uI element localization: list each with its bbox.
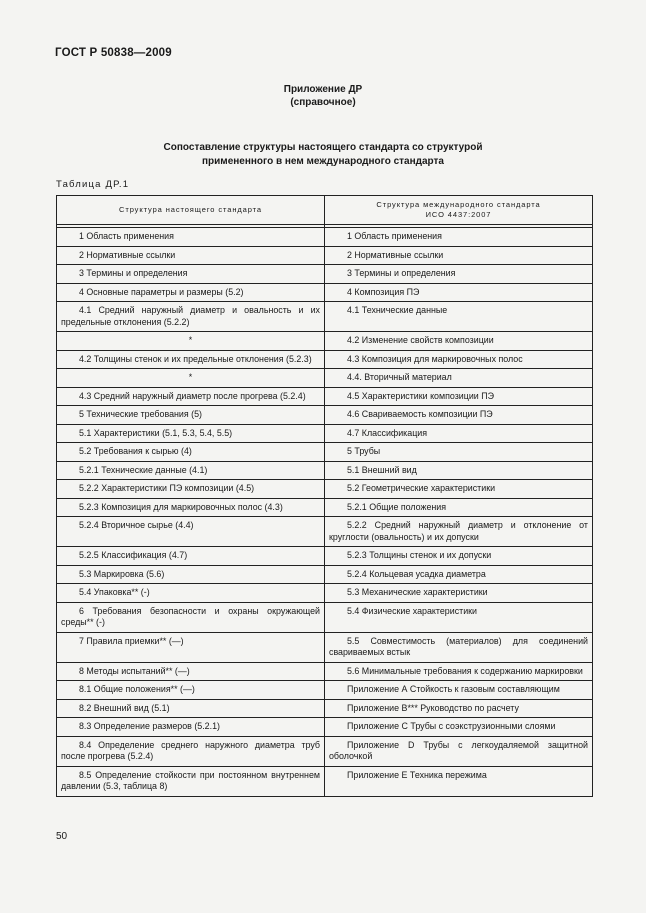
national-section-cell: 3 Термины и определения <box>57 265 325 284</box>
international-section-cell: 4.1 Технические данные <box>325 302 593 332</box>
international-section-cell: 5 Трубы <box>325 443 593 462</box>
table-row <box>57 302 593 332</box>
national-section-cell: 5.2.3 Композиция для маркировочных полос (4.3) <box>57 498 325 517</box>
national-section-cell: 5.1 Характеристики (5.1, 5.3, 5.4, 5.5) <box>57 424 325 443</box>
section-title <box>0 141 646 169</box>
international-section-cell: 4.3 Композиция для маркировочных полос <box>325 350 593 369</box>
table-row <box>57 662 593 681</box>
appendix-subtitle: (справочное) <box>290 97 356 108</box>
international-section-cell: 2 Нормативные ссылки <box>325 246 593 265</box>
page-number: 50 <box>56 831 68 842</box>
national-section-cell: 8.1 Общие положения** (—) <box>57 681 325 700</box>
national-section-cell: 8.3 Определение размеров (5.2.1) <box>57 718 325 737</box>
table-row <box>57 406 593 425</box>
international-section-cell: 5.2.3 Толщины стенок и их допуски <box>325 547 593 566</box>
header-national-standard: Структура настоящего стандарта <box>57 196 325 225</box>
international-section-cell: 5.4 Физические характеристики <box>325 602 593 632</box>
international-section-cell: Приложение В*** Руководство по расчету <box>325 699 593 718</box>
national-section-cell: 8.2 Внешний вид (5.1) <box>57 699 325 718</box>
national-section-cell: 1 Область применения <box>57 228 325 247</box>
national-section-cell: 5.2.5 Классификация (4.7) <box>57 547 325 566</box>
table-row <box>57 443 593 462</box>
table-header-row <box>57 196 593 225</box>
table-row <box>57 718 593 737</box>
international-section-cell: 3 Термины и определения <box>325 265 593 284</box>
table-row <box>57 766 593 796</box>
national-section-cell: 4.3 Средний наружный диаметр после прогрева (5.2.4) <box>57 387 325 406</box>
table-row <box>57 632 593 662</box>
document-code: ГОСТ Р 50838—2009 <box>55 47 172 59</box>
table-row <box>57 265 593 284</box>
table-row <box>57 565 593 584</box>
table-row <box>57 498 593 517</box>
international-section-cell: 4.7 Классификация <box>325 424 593 443</box>
international-section-cell: Приложение А Стойкость к газовым составляющим <box>325 681 593 700</box>
national-section-cell: 4.1 Средний наружный диаметр и овальность и их предельные отклонения (5.2.2) <box>57 302 325 332</box>
national-section-cell: 8.4 Определение среднего наружного диаметра труб после прогрева (5.2.4) <box>57 736 325 766</box>
international-section-cell: Приложение С Трубы с соэкструзионными слоями <box>325 718 593 737</box>
national-section-cell: 5.4 Упаковка** (-) <box>57 584 325 603</box>
section-title-line-1: Сопоставление структуры настоящего стандарта со структурой <box>163 142 483 153</box>
table-row <box>57 387 593 406</box>
international-section-cell: 4.5 Характеристики композиции ПЭ <box>325 387 593 406</box>
international-section-cell: 1 Область применения <box>325 228 593 247</box>
table-row <box>57 480 593 499</box>
national-section-cell: 5.3 Маркировка (5.6) <box>57 565 325 584</box>
international-section-cell: 5.2.4 Кольцевая усадка диаметра <box>325 565 593 584</box>
international-section-cell: 4 Композиция ПЭ <box>325 283 593 302</box>
header-international-line-1: Структура международного стандарта <box>376 200 541 209</box>
table-row <box>57 584 593 603</box>
national-section-cell: 4.2 Толщины стенок и их предельные отклонения (5.2.3) <box>57 350 325 369</box>
national-section-cell: 2 Нормативные ссылки <box>57 246 325 265</box>
international-section-cell: 5.2.1 Общие положения <box>325 498 593 517</box>
national-section-cell: 4 Основные параметры и размеры (5.2) <box>57 283 325 302</box>
national-section-cell: 5.2.1 Технические данные (4.1) <box>57 461 325 480</box>
table-row <box>57 461 593 480</box>
international-section-cell: 5.1 Внешний вид <box>325 461 593 480</box>
national-section-cell: * <box>57 369 325 388</box>
table-row <box>57 246 593 265</box>
table-row <box>57 699 593 718</box>
table-row <box>57 228 593 247</box>
international-section-cell: 5.2.2 Средний наружный диаметр и отклонение от круглости (овальность) и их допуски <box>325 517 593 547</box>
table-body <box>57 225 593 797</box>
international-section-cell: 4.2 Изменение свойств композиции <box>325 332 593 351</box>
table-row <box>57 369 593 388</box>
appendix-title: Приложение ДР <box>283 84 363 95</box>
section-title-line-2: примененного в нем международного стандарта <box>202 156 444 167</box>
national-section-cell: 6 Требования безопасности и охраны окружающей среды** (-) <box>57 602 325 632</box>
international-section-cell: Приложение D Трубы с легкоудаляемой защитной оболочкой <box>325 736 593 766</box>
table-row <box>57 736 593 766</box>
national-section-cell: 5.2.4 Вторичное сырье (4.4) <box>57 517 325 547</box>
international-section-cell: 5.3 Механические характеристики <box>325 584 593 603</box>
international-section-cell: 5.5 Совместимость (материалов) для соединений свариваемых встык <box>325 632 593 662</box>
national-section-cell: 8.5 Определение стойкости при постоянном внутреннем давлении (5.3, таблица 8) <box>57 766 325 796</box>
table-row <box>57 350 593 369</box>
table-caption: Таблица ДР.1 <box>56 179 130 190</box>
international-section-cell: 4.4. Вторичный материал <box>325 369 593 388</box>
international-section-cell: Приложение Е Техника пережима <box>325 766 593 796</box>
appendix-heading <box>0 83 646 109</box>
national-section-cell: 7 Правила приемки** (—) <box>57 632 325 662</box>
table-row <box>57 283 593 302</box>
national-section-cell: * <box>57 332 325 351</box>
national-section-cell: 5.2 Требования к сырью (4) <box>57 443 325 462</box>
international-section-cell: 5.6 Минимальные требования к содержанию маркировки <box>325 662 593 681</box>
national-section-cell: 8 Методы испытаний** (—) <box>57 662 325 681</box>
table-row <box>57 547 593 566</box>
table-row <box>57 517 593 547</box>
national-section-cell: 5.2.2 Характеристики ПЭ композиции (4.5) <box>57 480 325 499</box>
table-row <box>57 424 593 443</box>
header-international-standard <box>325 196 593 225</box>
table-row <box>57 332 593 351</box>
structure-comparison-table <box>56 195 593 797</box>
header-international-line-2: ИСО 4437:2007 <box>425 210 492 219</box>
table-row <box>57 602 593 632</box>
international-section-cell: 5.2 Геометрические характеристики <box>325 480 593 499</box>
table-row <box>57 681 593 700</box>
national-section-cell: 5 Технические требования (5) <box>57 406 325 425</box>
international-section-cell: 4.6 Свариваемость композиции ПЭ <box>325 406 593 425</box>
